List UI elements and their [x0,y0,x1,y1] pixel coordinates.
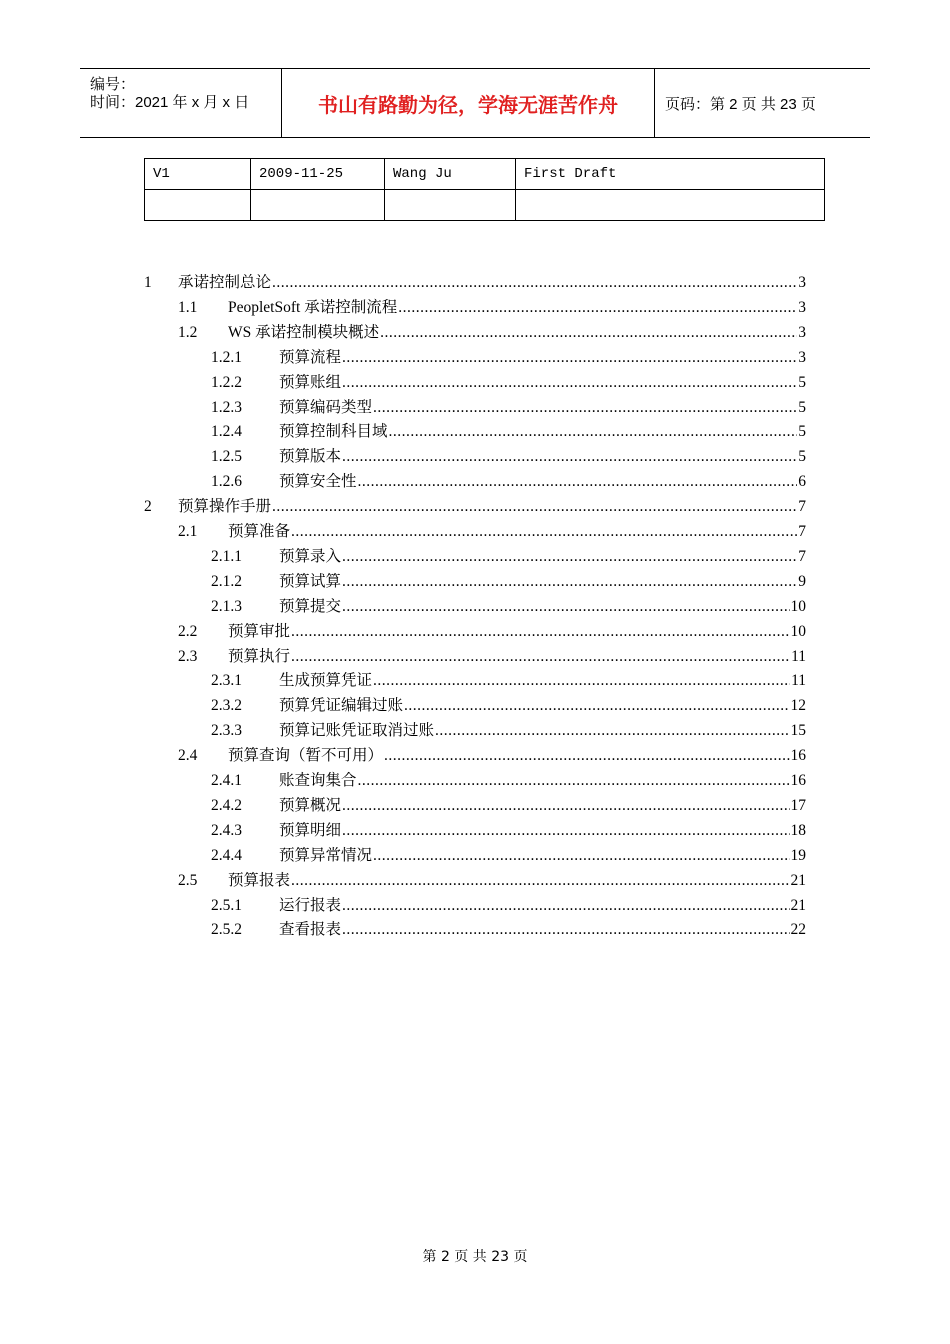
toc-leader-dots [342,895,789,917]
toc-entry-page: 11 [791,672,806,690]
toc-entry-page: 9 [798,572,806,590]
toc-entry-page: 7 [798,547,806,565]
toc-entry[interactable] [211,770,806,792]
toc-entry[interactable] [144,496,806,518]
toc-entry-number: 1.2.2 [211,373,242,391]
toc-entry[interactable] [144,272,806,294]
toc-entry-title: 预算报表 [228,871,291,889]
toc-entry-title: 预算录入 [279,547,342,565]
toc-leader-dots [272,272,797,294]
toc-entry-number: 2.3.2 [211,697,242,715]
toc-entry[interactable] [178,297,806,319]
toc-entry-page: 3 [798,298,806,316]
toc-leader-dots [358,471,798,493]
header-motto: 书山有路勤为径，学海无涯苦作舟 [282,69,655,137]
toc-entry-number: 1.2.4 [211,423,242,441]
toc-entry-page: 10 [790,622,806,640]
toc-entry-page: 22 [790,921,806,939]
toc-entry[interactable] [211,820,806,842]
toc-entry-number: 2.5.1 [211,896,242,914]
toc-entry-number: 1.2.3 [211,398,242,416]
toc-entry[interactable] [211,720,806,742]
toc-entry-title: 查看报表 [279,921,342,939]
toc-entry[interactable] [211,596,806,618]
table-cell: 2009-11-25 [251,159,385,190]
toc-entry-page: 21 [790,871,806,889]
toc-leader-dots [342,446,797,468]
header-info-cell [80,69,282,137]
toc-entry-title: WS 承诺控制模块概述 [228,323,380,341]
toc-leader-dots [291,521,797,543]
toc-entry-page: 16 [790,772,806,789]
toc-entry-title: 预算流程 [279,348,342,366]
toc-entry-title: 预算记账凭证取消过账 [279,722,435,740]
toc-leader-dots [373,397,797,419]
toc-entry[interactable] [211,670,806,692]
toc-entry-number: 2.3.1 [211,672,242,690]
toc-entry-number: 1.2.5 [211,448,242,466]
toc-entry-page: 5 [798,373,806,391]
toc-entry-number: 2.4 [178,747,198,765]
toc-entry[interactable] [211,372,806,394]
toc-entry-page: 3 [798,274,806,291]
table-cell [251,190,385,221]
toc-leader-dots [342,546,797,568]
toc-entry-page: 15 [790,722,806,740]
toc-entry-number: 2.5 [178,871,198,889]
toc-entry[interactable] [211,546,806,568]
toc-entry[interactable] [211,347,806,369]
toc-entry-number: 1 [144,274,152,291]
toc-entry-title: 预算版本 [279,448,342,466]
toc-leader-dots [342,919,789,941]
toc-leader-dots [272,496,797,518]
toc-entry-title: 承诺控制总论 [178,274,272,291]
toc-entry-page: 3 [798,323,806,341]
toc-entry-page: 7 [798,523,806,540]
toc-entry-title: 预算提交 [279,597,342,615]
toc-leader-dots [389,421,798,443]
toc-entry-number: 1.2 [178,323,198,341]
table-cell: V1 [145,159,251,190]
toc-leader-dots [291,646,790,668]
toc-entry-number: 2.2 [178,622,198,640]
toc-leader-dots [291,621,789,643]
toc-entry-title: 预算异常情况 [279,846,373,864]
toc-leader-dots [342,596,789,618]
toc-entry-title: 账查询集合 [279,772,357,789]
toc-entry[interactable] [211,895,806,917]
toc-entry-title: PeopletSoft 承诺控制流程 [228,298,398,316]
toc-entry-page: 5 [798,448,806,466]
toc-entry-title: 预算凭证编辑过账 [279,697,404,715]
toc-leader-dots [373,845,789,867]
toc-entry-number: 2.4.3 [211,821,242,839]
revision-table [144,158,825,221]
toc-entry-number: 2.5.2 [211,921,242,939]
toc-entry-title: 生成预算凭证 [279,672,373,690]
toc-entry[interactable] [178,745,806,767]
table-cell: First Draft [516,159,825,190]
toc-leader-dots [373,670,790,692]
toc-entry[interactable] [211,421,806,443]
page-header [80,68,870,138]
toc-entry-page: 16 [790,747,806,765]
toc-leader-dots [384,745,789,767]
toc-entry-title: 预算查询（暂不可用） [228,747,384,765]
toc-entry-title: 预算操作手册 [178,498,272,516]
toc-entry-number: 1.1 [178,298,198,316]
toc-entry-number: 2.4.4 [211,846,242,864]
toc-entry-number: 1.2.1 [211,348,242,366]
table-row [145,159,825,190]
toc-entry[interactable] [211,695,806,717]
toc-entry-number: 2.1.2 [211,572,242,590]
toc-entry-title: 预算账组 [279,373,342,391]
toc-entry-title: 预算安全性 [279,473,357,491]
toc-entry[interactable] [178,521,806,543]
toc-leader-dots [291,870,789,892]
table-cell [516,190,825,221]
toc-entry[interactable] [178,646,806,668]
table-cell [385,190,516,221]
page-footer: 第 2 页 共 23 页 [422,1249,528,1265]
toc-entry[interactable] [178,621,806,643]
toc-entry-title: 预算明细 [279,821,342,839]
toc-entry-title: 预算编码类型 [279,398,373,416]
toc-leader-dots [398,297,797,319]
toc-entry-page: 10 [790,597,806,615]
toc-entry-number: 2.4.1 [211,772,242,789]
toc-entry-title: 预算控制科目域 [279,423,388,441]
toc-leader-dots [435,720,789,742]
table-cell [145,190,251,221]
toc-entry[interactable] [178,870,806,892]
toc-leader-dots [404,695,789,717]
document-number-label: 编号： [90,76,136,93]
toc-entry[interactable] [178,322,806,344]
toc-entry-page: 3 [798,348,806,366]
toc-leader-dots [358,770,790,792]
toc-entry-page: 7 [798,498,806,516]
toc-entry-page: 18 [790,821,806,839]
toc-entry[interactable] [211,571,806,593]
toc-entry-number: 2 [144,498,152,516]
toc-entry-title: 预算审批 [228,622,291,640]
toc-entry-number: 1.2.6 [211,473,242,491]
toc-leader-dots [342,820,789,842]
toc-entry-number: 2.1.3 [211,597,242,615]
toc-entry-number: 2.3.3 [211,722,242,740]
toc-entry[interactable] [211,471,806,493]
toc-entry-number: 2.4.2 [211,796,242,814]
toc-entry[interactable] [211,845,806,867]
toc-entry-number: 2.3 [178,647,198,665]
toc-leader-dots [342,571,797,593]
toc-entry[interactable] [211,795,806,817]
toc-entry-title: 预算概况 [279,796,342,814]
header-page-info: 页码：第 2 页 共 23 页 [665,95,816,113]
toc-entry-number: 2.1 [178,523,198,540]
toc-entry-page: 11 [791,647,806,665]
toc-entry-page: 21 [790,896,806,914]
toc-entry-page: 19 [790,846,806,864]
toc-entry-title: 预算试算 [279,572,342,590]
toc-entry[interactable] [211,397,806,419]
toc-entry-title: 预算准备 [228,523,291,540]
toc-leader-dots [342,347,797,369]
toc-entry-page: 5 [798,398,806,416]
toc-entry[interactable] [211,919,806,941]
toc-entry-number: 2.1.1 [211,547,242,565]
document-time-label: 时间：2021 年 x 月 x 日 [90,94,250,111]
toc-entry-page: 17 [790,796,806,814]
toc-leader-dots [380,322,797,344]
table-cell: Wang Ju [385,159,516,190]
toc-leader-dots [342,795,789,817]
toc-entry-page: 12 [790,697,806,715]
toc-entry-page: 6 [798,473,806,491]
toc-entry-title: 预算执行 [228,647,291,665]
toc-entry[interactable] [211,446,806,468]
toc-entry-page: 5 [798,423,806,441]
toc-leader-dots [342,372,797,394]
toc-entry-title: 运行报表 [279,896,342,914]
table-row [145,190,825,221]
